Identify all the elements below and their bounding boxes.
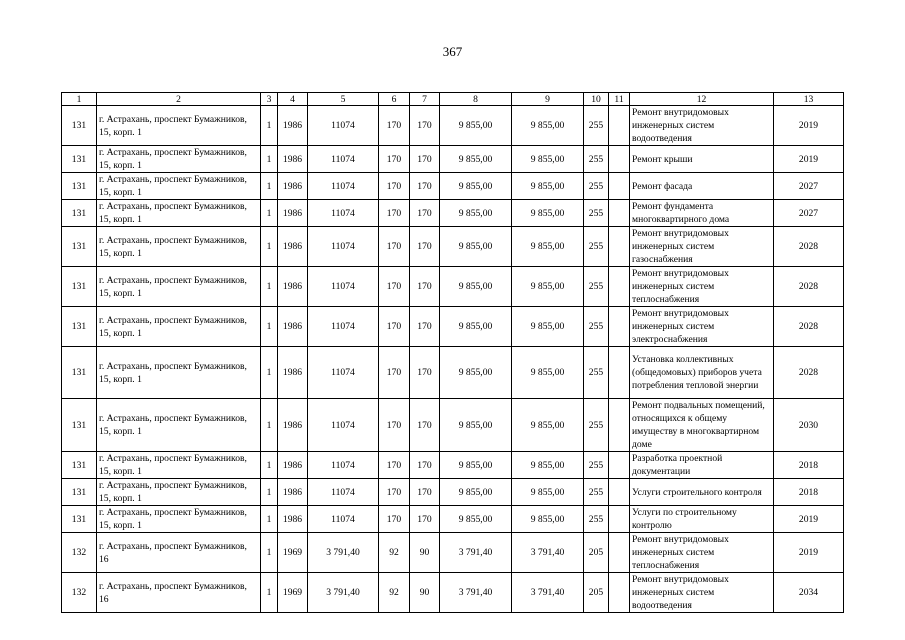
total-area-cell: 11074 [308, 479, 379, 506]
col11-cell [609, 347, 630, 399]
col8-cell: 9 855,00 [440, 200, 512, 227]
row-number: 131 [62, 479, 97, 506]
col7-cell: 170 [410, 146, 440, 173]
col3-cell: 1 [261, 452, 278, 479]
column-header: 9 [512, 93, 584, 106]
col10-cell: 255 [584, 200, 609, 227]
row-number: 131 [62, 106, 97, 146]
plan-year-cell: 2028 [774, 307, 844, 347]
col9-cell: 9 855,00 [512, 347, 584, 399]
total-area-cell: 11074 [308, 399, 379, 452]
address-cell: г. Астрахань, проспект Бумажников, 15, корп. 1 [97, 347, 261, 399]
build-year-cell: 1986 [278, 106, 308, 146]
column-header: 13 [774, 93, 844, 106]
address-cell: г. Астрахань, проспект Бумажников, 15, корп. 1 [97, 227, 261, 267]
build-year-cell: 1986 [278, 146, 308, 173]
row-number: 131 [62, 399, 97, 452]
col11-cell [609, 479, 630, 506]
col10-cell: 255 [584, 227, 609, 267]
col11-cell [609, 227, 630, 267]
column-header: 6 [379, 93, 410, 106]
row-number: 131 [62, 200, 97, 227]
col7-cell: 170 [410, 452, 440, 479]
col6-cell: 170 [379, 399, 410, 452]
work-type-cell: Ремонт внутридомовых инженерных систем электроснабжения [630, 307, 774, 347]
table-row [62, 173, 844, 200]
column-header: 8 [440, 93, 512, 106]
col6-cell: 170 [379, 307, 410, 347]
row-number: 131 [62, 506, 97, 533]
work-type-cell: Услуги строительного контроля [630, 479, 774, 506]
work-type-cell: Ремонт внутридомовых инженерных систем газоснабжения [630, 227, 774, 267]
build-year-cell: 1986 [278, 307, 308, 347]
col6-cell: 170 [379, 227, 410, 267]
col3-cell: 1 [261, 479, 278, 506]
address-cell: г. Астрахань, проспект Бумажников, 15, корп. 1 [97, 506, 261, 533]
col11-cell [609, 307, 630, 347]
col9-cell: 9 855,00 [512, 200, 584, 227]
column-header: 4 [278, 93, 308, 106]
table-row [62, 506, 844, 533]
work-type-cell: Услуги по строительному контролю [630, 506, 774, 533]
col9-cell: 9 855,00 [512, 506, 584, 533]
col8-cell: 9 855,00 [440, 267, 512, 307]
col6-cell: 170 [379, 479, 410, 506]
plan-year-cell: 2034 [774, 573, 844, 613]
col10-cell: 255 [584, 452, 609, 479]
plan-year-cell: 2028 [774, 227, 844, 267]
address-cell: г. Астрахань, проспект Бумажников, 15, корп. 1 [97, 479, 261, 506]
address-cell: г. Астрахань, проспект Бумажников, 15, корп. 1 [97, 452, 261, 479]
col7-cell: 170 [410, 106, 440, 146]
address-cell: г. Астрахань, проспект Бумажников, 15, корп. 1 [97, 106, 261, 146]
column-header: 11 [609, 93, 630, 106]
address-cell: г. Астрахань, проспект Бумажников, 15, корп. 1 [97, 173, 261, 200]
col3-cell: 1 [261, 533, 278, 573]
work-type-cell: Ремонт подвальных помещений, относящихся к общему имуществу в многоквартирном доме [630, 399, 774, 452]
total-area-cell: 11074 [308, 267, 379, 307]
address-cell: г. Астрахань, проспект Бумажников, 15, корп. 1 [97, 399, 261, 452]
col9-cell: 9 855,00 [512, 146, 584, 173]
plan-year-cell: 2027 [774, 173, 844, 200]
work-type-cell: Установка коллективных (общедомовых) приборов учета потребления тепловой энергии [630, 347, 774, 399]
build-year-cell: 1986 [278, 452, 308, 479]
col9-cell: 9 855,00 [512, 452, 584, 479]
plan-year-cell: 2028 [774, 347, 844, 399]
col7-cell: 170 [410, 307, 440, 347]
col8-cell: 3 791,40 [440, 533, 512, 573]
row-number: 132 [62, 573, 97, 613]
col9-cell: 9 855,00 [512, 479, 584, 506]
address-cell: г. Астрахань, проспект Бумажников, 16 [97, 573, 261, 613]
row-number: 131 [62, 307, 97, 347]
page-number: 367 [442, 44, 463, 59]
col10-cell: 255 [584, 146, 609, 173]
col10-cell: 255 [584, 307, 609, 347]
build-year-cell: 1986 [278, 506, 308, 533]
col8-cell: 3 791,40 [440, 573, 512, 613]
build-year-cell: 1986 [278, 347, 308, 399]
build-year-cell: 1969 [278, 533, 308, 573]
total-area-cell: 11074 [308, 227, 379, 267]
col6-cell: 170 [379, 452, 410, 479]
col7-cell: 170 [410, 347, 440, 399]
total-area-cell: 11074 [308, 452, 379, 479]
table-row [62, 347, 844, 399]
col3-cell: 1 [261, 106, 278, 146]
address-cell: г. Астрахань, проспект Бумажников, 15, корп. 1 [97, 200, 261, 227]
total-area-cell: 11074 [308, 506, 379, 533]
column-header: 2 [97, 93, 261, 106]
col11-cell [609, 506, 630, 533]
address-cell: г. Астрахань, проспект Бумажников, 15, корп. 1 [97, 267, 261, 307]
col7-cell: 90 [410, 573, 440, 613]
col10-cell: 205 [584, 533, 609, 573]
col7-cell: 170 [410, 506, 440, 533]
table-row [62, 307, 844, 347]
column-header: 12 [630, 93, 774, 106]
col9-cell: 3 791,40 [512, 533, 584, 573]
total-area-cell: 3 791,40 [308, 533, 379, 573]
plan-year-cell: 2019 [774, 533, 844, 573]
col6-cell: 170 [379, 173, 410, 200]
col8-cell: 9 855,00 [440, 399, 512, 452]
col6-cell: 170 [379, 106, 410, 146]
work-type-cell: Ремонт фасада [630, 173, 774, 200]
work-type-cell: Ремонт крыши [630, 146, 774, 173]
work-type-cell: Ремонт внутридомовых инженерных систем водоотведения [630, 106, 774, 146]
col10-cell: 255 [584, 506, 609, 533]
col3-cell: 1 [261, 506, 278, 533]
col6-cell: 170 [379, 200, 410, 227]
table-row [62, 479, 844, 506]
col11-cell [609, 267, 630, 307]
col8-cell: 9 855,00 [440, 173, 512, 200]
work-type-cell: Ремонт внутридомовых инженерных систем теплоснабжения [630, 267, 774, 307]
table-row [62, 200, 844, 227]
plan-year-cell: 2019 [774, 146, 844, 173]
total-area-cell: 11074 [308, 106, 379, 146]
col6-cell: 170 [379, 146, 410, 173]
col7-cell: 170 [410, 200, 440, 227]
col11-cell [609, 146, 630, 173]
col10-cell: 255 [584, 479, 609, 506]
col11-cell [609, 173, 630, 200]
row-number: 132 [62, 533, 97, 573]
col7-cell: 170 [410, 479, 440, 506]
col6-cell: 170 [379, 506, 410, 533]
row-number: 131 [62, 227, 97, 267]
col6-cell: 92 [379, 573, 410, 613]
col10-cell: 255 [584, 173, 609, 200]
total-area-cell: 11074 [308, 200, 379, 227]
build-year-cell: 1986 [278, 479, 308, 506]
col10-cell: 205 [584, 573, 609, 613]
plan-year-cell: 2027 [774, 200, 844, 227]
work-type-cell: Ремонт внутридомовых инженерных систем водоотведения [630, 573, 774, 613]
col3-cell: 1 [261, 267, 278, 307]
col9-cell: 9 855,00 [512, 399, 584, 452]
col7-cell: 170 [410, 399, 440, 452]
table-row [62, 399, 844, 452]
col6-cell: 170 [379, 267, 410, 307]
table-row [62, 533, 844, 573]
row-number: 131 [62, 347, 97, 399]
col8-cell: 9 855,00 [440, 307, 512, 347]
table-row [62, 106, 844, 146]
address-cell: г. Астрахань, проспект Бумажников, 15, корп. 1 [97, 307, 261, 347]
table-row [62, 267, 844, 307]
col3-cell: 1 [261, 399, 278, 452]
build-year-cell: 1986 [278, 267, 308, 307]
col10-cell: 255 [584, 347, 609, 399]
col7-cell: 90 [410, 533, 440, 573]
col9-cell: 9 855,00 [512, 173, 584, 200]
col6-cell: 92 [379, 533, 410, 573]
col3-cell: 1 [261, 227, 278, 267]
build-year-cell: 1986 [278, 173, 308, 200]
col10-cell: 255 [584, 399, 609, 452]
work-type-cell: Ремонт внутридомовых инженерных систем теплоснабжения [630, 533, 774, 573]
row-number: 131 [62, 267, 97, 307]
col11-cell [609, 533, 630, 573]
table-row [62, 573, 844, 613]
column-number-row [62, 93, 844, 106]
row-number: 131 [62, 146, 97, 173]
row-number: 131 [62, 173, 97, 200]
col8-cell: 9 855,00 [440, 227, 512, 267]
col3-cell: 1 [261, 573, 278, 613]
column-header: 1 [62, 93, 97, 106]
plan-year-cell: 2018 [774, 479, 844, 506]
col9-cell: 9 855,00 [512, 227, 584, 267]
address-cell: г. Астрахань, проспект Бумажников, 15, корп. 1 [97, 146, 261, 173]
total-area-cell: 11074 [308, 146, 379, 173]
col9-cell: 3 791,40 [512, 573, 584, 613]
work-type-cell: Разработка проектной документации [630, 452, 774, 479]
table-row [62, 146, 844, 173]
col11-cell [609, 200, 630, 227]
plan-year-cell: 2019 [774, 506, 844, 533]
plan-year-cell: 2028 [774, 267, 844, 307]
col8-cell: 9 855,00 [440, 146, 512, 173]
build-year-cell: 1986 [278, 399, 308, 452]
col7-cell: 170 [410, 227, 440, 267]
build-year-cell: 1969 [278, 573, 308, 613]
column-header: 10 [584, 93, 609, 106]
plan-year-cell: 2030 [774, 399, 844, 452]
col11-cell [609, 573, 630, 613]
col9-cell: 9 855,00 [512, 267, 584, 307]
table-row [62, 227, 844, 267]
row-number: 131 [62, 452, 97, 479]
plan-year-cell: 2018 [774, 452, 844, 479]
column-header: 5 [308, 93, 379, 106]
col8-cell: 9 855,00 [440, 452, 512, 479]
col10-cell: 255 [584, 267, 609, 307]
col8-cell: 9 855,00 [440, 506, 512, 533]
col8-cell: 9 855,00 [440, 347, 512, 399]
total-area-cell: 11074 [308, 347, 379, 399]
total-area-cell: 11074 [308, 173, 379, 200]
work-type-cell: Ремонт фундамента многоквартирного дома [630, 200, 774, 227]
column-header: 7 [410, 93, 440, 106]
col8-cell: 9 855,00 [440, 479, 512, 506]
address-cell: г. Астрахань, проспект Бумажников, 16 [97, 533, 261, 573]
col3-cell: 1 [261, 173, 278, 200]
table-row [62, 452, 844, 479]
capital-repair-table [61, 92, 844, 613]
build-year-cell: 1986 [278, 200, 308, 227]
col3-cell: 1 [261, 200, 278, 227]
col10-cell: 255 [584, 106, 609, 146]
col9-cell: 9 855,00 [512, 307, 584, 347]
col3-cell: 1 [261, 146, 278, 173]
col9-cell: 9 855,00 [512, 106, 584, 146]
col7-cell: 170 [410, 173, 440, 200]
col3-cell: 1 [261, 347, 278, 399]
col11-cell [609, 399, 630, 452]
col7-cell: 170 [410, 267, 440, 307]
col11-cell [609, 452, 630, 479]
build-year-cell: 1986 [278, 227, 308, 267]
col11-cell [609, 106, 630, 146]
column-header: 3 [261, 93, 278, 106]
total-area-cell: 11074 [308, 307, 379, 347]
total-area-cell: 3 791,40 [308, 573, 379, 613]
col6-cell: 170 [379, 347, 410, 399]
col3-cell: 1 [261, 307, 278, 347]
col8-cell: 9 855,00 [440, 106, 512, 146]
plan-year-cell: 2019 [774, 106, 844, 146]
